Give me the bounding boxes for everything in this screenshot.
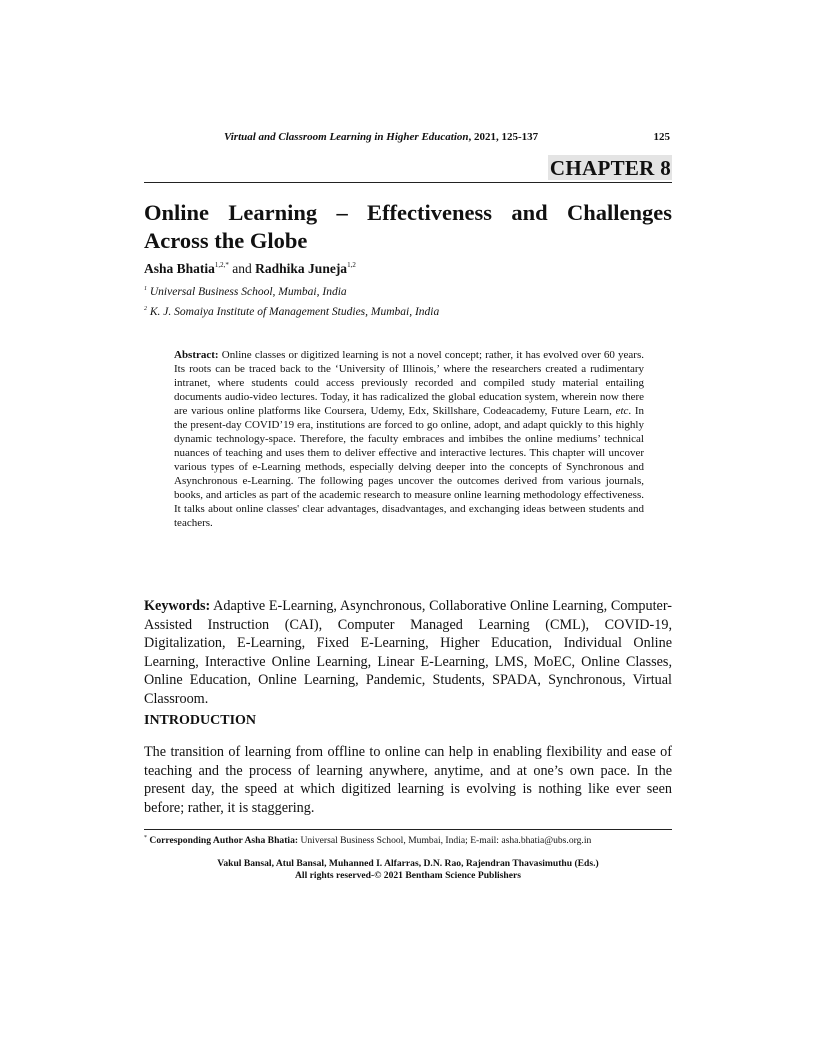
affiliation: $^2$ K. J. Somaiya Institute of Management Studies, Mumbai, India	[144, 306, 440, 318]
section-heading: INTRODUCTION	[144, 713, 257, 728]
footnote-divider	[144, 829, 672, 830]
author-list	[144, 261, 356, 277]
keywords-label: Keywords:	[144, 598, 211, 614]
author-name: Radhika Juneja	[255, 261, 348, 276]
chapter-divider	[144, 182, 672, 183]
footnote: * Corresponding Author Asha Bhatia: Universal Business School, Mumbai, India; E-mail: asha.bhatia@ubs.org.in	[144, 835, 592, 846]
footnote-label: Corresponding Author Asha Bhatia:	[149, 835, 299, 846]
keywords: Keywords: Adaptive E-Learning, Asynchronous, Collaborative Online Learning, Computer-Assisted Instruction (CAI), Computer Managed Learning (CML), COVID-19, Digitalization, E-Learning, Fixed E-Learning, Higher Education, Individual Online Learning, Interactive Online Learning, Linear E-Learning, LMS, MoEC, Online Classes, Online Education, Online Learning, Pandemic, Students, SPADA, Synchronous, Virtual Classroom.	[144, 598, 672, 707]
author-affiliation-marker: 1,2	[347, 261, 356, 269]
page-number: 125	[653, 131, 670, 143]
publication-credits	[144, 858, 672, 882]
editors-line: Vakul Bansal, Atul Bansal, Muhanned I. Alfarras, D.N. Rao, Rajendran Thavasimuthu (Eds.)	[217, 858, 599, 869]
abstract: Abstract: Online classes or digitized learning is not a novel concept; rather, it has evolved over 60 years. Its roots can be traced back to the ‘University of Illinois,’ where the researchers created a rudimentary intranet, where students could access previously recorded and compiled study material entailing documents audio-video lectures. Today, it has radicalized the global education system, wherein now there are various online platforms like Coursera, Udemy, Edx, Skillshare, Codeacademy, Future Learn, etc. In the present-day COVID’19 era, institutions are forced to go online, adopt, and adapt quickly to this highly dynamic technology-space. Therefore, the faculty embraces and imbibes the online mediums’ technical nuances of teaching and uses them to deliver effective and interactive lectures. This chapter will uncover various types of e-Learning methods, especially delving deeper into the concepts of Synchronous and Asynchronous e-Learning. The following pages uncover the outcomes derived from various journals, books, and articles as part of the academic research to measure online learning methodology effectiveness. It talks about online classes' clear advantages, disadvantages, and exchanging ideas between students and teachers.	[174, 349, 645, 529]
author-affiliation-marker: 1,2,*	[214, 261, 229, 269]
paper-title	[144, 199, 672, 255]
affiliation-marker: 2	[144, 306, 147, 312]
affiliation-marker: 1	[144, 286, 147, 292]
paper-title-line-1: Online Learning – Effectiveness and Challenges	[144, 200, 672, 225]
footnote-marker: *	[144, 835, 147, 841]
running-head	[144, 131, 672, 147]
affiliation: $^1$ Universal Business School, Mumbai, India	[144, 286, 347, 298]
paper-title-line-2: Across the Globe	[144, 228, 308, 253]
chapter-label: CHAPTER 8	[549, 156, 671, 180]
journal-citation: Virtual and Classroom Learning in Higher Education, 2021, 125-137	[224, 131, 539, 143]
abstract-label: Abstract:	[174, 349, 219, 361]
author-name: Asha Bhatia	[144, 261, 215, 276]
rights-line: All rights reserved-© 2021 Bentham Science Publishers	[294, 870, 522, 881]
body-paragraph: The transition of learning from offline to online can help in enabling flexibility and ease of teaching and the process of learning anywhere, anytime, and at one’s own pace. In the present day, the speed at which digitized learning is evolving is nothing like ever seen before; rather, it is staggering.	[144, 744, 672, 816]
author-connector: and	[232, 261, 252, 276]
